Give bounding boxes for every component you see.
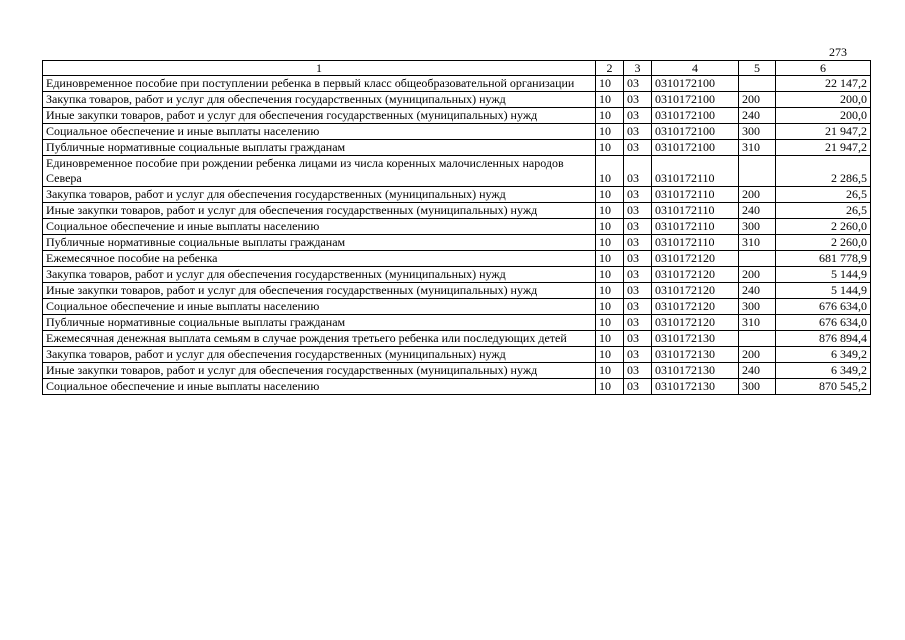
row-section: 10 (596, 299, 624, 315)
row-amount: 870 545,2 (776, 379, 871, 395)
row-section: 10 (596, 156, 624, 187)
table-row (43, 315, 871, 331)
row-expense-type: 300 (739, 379, 776, 395)
row-name: Иные закупки товаров, работ и услуг для обеспечения государственных (муниципальных) нужд (43, 108, 596, 124)
row-subsection: 03 (624, 363, 652, 379)
table-row (43, 331, 871, 347)
row-name: Ежемесячная денежная выплата семьям в случае рождения третьего ребенка или последующих детей (43, 331, 596, 347)
column-header-name: 1 (43, 61, 596, 76)
row-subsection: 03 (624, 92, 652, 108)
row-subsection: 03 (624, 251, 652, 267)
row-target-article: 0310172100 (652, 76, 739, 92)
table-row (43, 156, 871, 187)
row-amount: 5 144,9 (776, 267, 871, 283)
row-target-article: 0310172100 (652, 124, 739, 140)
row-amount: 676 634,0 (776, 299, 871, 315)
row-target-article: 0310172110 (652, 219, 739, 235)
row-subsection: 03 (624, 347, 652, 363)
table-header-row (43, 61, 871, 76)
row-amount: 22 147,2 (776, 76, 871, 92)
table-body (43, 76, 871, 395)
row-name: Социальное обеспечение и иные выплаты населению (43, 299, 596, 315)
row-subsection: 03 (624, 203, 652, 219)
row-name: Публичные нормативные социальные выплаты гражданам (43, 140, 596, 156)
row-amount: 26,5 (776, 187, 871, 203)
table-row (43, 267, 871, 283)
row-expense-type: 240 (739, 283, 776, 299)
table-row (43, 124, 871, 140)
row-subsection: 03 (624, 108, 652, 124)
row-name: Ежемесячное пособие на ребенка (43, 251, 596, 267)
row-name: Публичные нормативные социальные выплаты гражданам (43, 315, 596, 331)
row-subsection: 03 (624, 299, 652, 315)
row-subsection: 03 (624, 76, 652, 92)
row-expense-type: 300 (739, 219, 776, 235)
row-section: 10 (596, 315, 624, 331)
row-expense-type: 300 (739, 299, 776, 315)
table-row (43, 203, 871, 219)
row-expense-type (739, 76, 776, 92)
row-name: Социальное обеспечение и иные выплаты населению (43, 124, 596, 140)
row-section: 10 (596, 92, 624, 108)
row-expense-type (739, 251, 776, 267)
row-subsection: 03 (624, 283, 652, 299)
table-row (43, 363, 871, 379)
row-target-article: 0310172110 (652, 235, 739, 251)
row-amount: 26,5 (776, 203, 871, 219)
row-subsection: 03 (624, 187, 652, 203)
row-amount: 6 349,2 (776, 363, 871, 379)
row-expense-type: 200 (739, 92, 776, 108)
table-row (43, 379, 871, 395)
row-expense-type (739, 331, 776, 347)
row-expense-type: 200 (739, 347, 776, 363)
row-amount: 21 947,2 (776, 124, 871, 140)
table-row (43, 92, 871, 108)
row-name: Иные закупки товаров, работ и услуг для обеспечения государственных (муниципальных) нужд (43, 363, 596, 379)
column-header-amount: 6 (776, 61, 871, 76)
row-name: Закупка товаров, работ и услуг для обеспечения государственных (муниципальных) нужд (43, 92, 596, 108)
row-name: Закупка товаров, работ и услуг для обеспечения государственных (муниципальных) нужд (43, 267, 596, 283)
row-section: 10 (596, 251, 624, 267)
row-expense-type: 300 (739, 124, 776, 140)
row-target-article: 0310172120 (652, 283, 739, 299)
row-section: 10 (596, 379, 624, 395)
row-expense-type: 200 (739, 267, 776, 283)
row-target-article: 0310172120 (652, 251, 739, 267)
row-target-article: 0310172120 (652, 315, 739, 331)
row-name: Иные закупки товаров, работ и услуг для обеспечения государственных (муниципальных) нужд (43, 203, 596, 219)
row-expense-type: 310 (739, 140, 776, 156)
row-target-article: 0310172110 (652, 187, 739, 203)
row-section: 10 (596, 363, 624, 379)
row-name: Единовременное пособие при поступлении ребенка в первый класс общеобразовательной организации (43, 76, 596, 92)
budget-table (42, 60, 871, 395)
row-section: 10 (596, 267, 624, 283)
table-row (43, 299, 871, 315)
row-subsection: 03 (624, 379, 652, 395)
column-header-target-article: 4 (652, 61, 739, 76)
row-expense-type: 240 (739, 363, 776, 379)
row-expense-type: 310 (739, 315, 776, 331)
row-section: 10 (596, 219, 624, 235)
table-row (43, 283, 871, 299)
row-name: Публичные нормативные социальные выплаты гражданам (43, 235, 596, 251)
row-amount: 200,0 (776, 108, 871, 124)
row-target-article: 0310172100 (652, 92, 739, 108)
row-amount: 6 349,2 (776, 347, 871, 363)
row-amount: 200,0 (776, 92, 871, 108)
row-expense-type (739, 156, 776, 187)
row-section: 10 (596, 203, 624, 219)
row-subsection: 03 (624, 331, 652, 347)
row-target-article: 0310172130 (652, 331, 739, 347)
row-name: Единовременное пособие при рождении ребенка лицами из числа коренных малочисленных народов Севера (43, 156, 596, 187)
row-subsection: 03 (624, 219, 652, 235)
row-section: 10 (596, 108, 624, 124)
table-row (43, 219, 871, 235)
row-name: Закупка товаров, работ и услуг для обеспечения государственных (муниципальных) нужд (43, 187, 596, 203)
row-name: Социальное обеспечение и иные выплаты населению (43, 219, 596, 235)
table-row (43, 76, 871, 92)
row-section: 10 (596, 124, 624, 140)
row-section: 10 (596, 331, 624, 347)
row-section: 10 (596, 235, 624, 251)
table-row (43, 140, 871, 156)
row-target-article: 0310172100 (652, 140, 739, 156)
row-expense-type: 310 (739, 235, 776, 251)
row-section: 10 (596, 347, 624, 363)
row-target-article: 0310172120 (652, 299, 739, 315)
row-amount: 21 947,2 (776, 140, 871, 156)
row-target-article: 0310172120 (652, 267, 739, 283)
row-name: Закупка товаров, работ и услуг для обеспечения государственных (муниципальных) нужд (43, 347, 596, 363)
row-target-article: 0310172100 (652, 108, 739, 124)
row-subsection: 03 (624, 140, 652, 156)
row-section: 10 (596, 140, 624, 156)
table-row (43, 108, 871, 124)
column-header-expense-type: 5 (739, 61, 776, 76)
row-subsection: 03 (624, 267, 652, 283)
column-header-section: 2 (596, 61, 624, 76)
page-number: 273 (829, 45, 847, 59)
row-expense-type: 240 (739, 108, 776, 124)
row-expense-type: 200 (739, 187, 776, 203)
column-header-subsection: 3 (624, 61, 652, 76)
row-name: Иные закупки товаров, работ и услуг для обеспечения государственных (муниципальных) нужд (43, 283, 596, 299)
row-subsection: 03 (624, 124, 652, 140)
row-amount: 876 894,4 (776, 331, 871, 347)
row-target-article: 0310172110 (652, 156, 739, 187)
row-expense-type: 240 (739, 203, 776, 219)
row-section: 10 (596, 187, 624, 203)
row-amount: 676 634,0 (776, 315, 871, 331)
row-amount: 681 778,9 (776, 251, 871, 267)
row-subsection: 03 (624, 156, 652, 187)
table-row (43, 347, 871, 363)
row-amount: 2 260,0 (776, 219, 871, 235)
row-target-article: 0310172130 (652, 379, 739, 395)
row-section: 10 (596, 76, 624, 92)
row-target-article: 0310172130 (652, 347, 739, 363)
table-row (43, 187, 871, 203)
row-amount: 5 144,9 (776, 283, 871, 299)
row-subsection: 03 (624, 235, 652, 251)
row-amount: 2 260,0 (776, 235, 871, 251)
row-target-article: 0310172130 (652, 363, 739, 379)
row-section: 10 (596, 283, 624, 299)
row-amount: 2 286,5 (776, 156, 871, 187)
table-row (43, 235, 871, 251)
row-name: Социальное обеспечение и иные выплаты населению (43, 379, 596, 395)
row-subsection: 03 (624, 315, 652, 331)
table-row (43, 251, 871, 267)
row-target-article: 0310172110 (652, 203, 739, 219)
